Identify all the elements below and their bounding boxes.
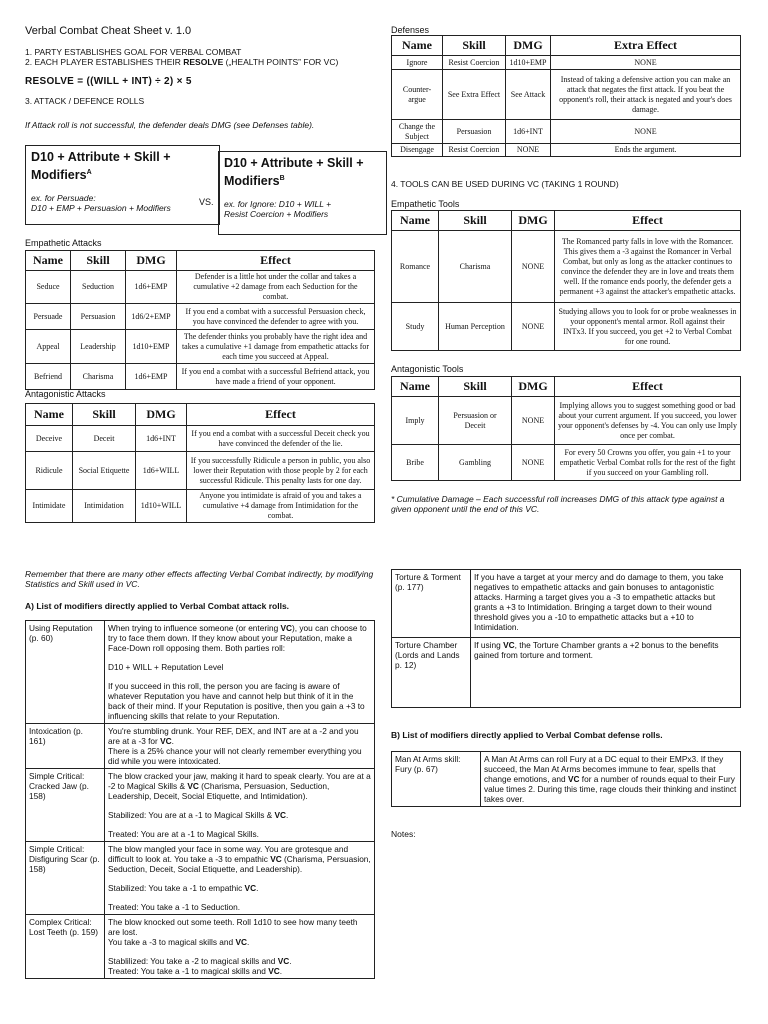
- tool-skill: Human Perception: [439, 303, 512, 351]
- table-row: [392, 303, 741, 351]
- text-span: .: [256, 883, 259, 893]
- attack-effect: If you end a combat with a successful Befriend attack, you have made a friend of your opponent.: [177, 364, 375, 390]
- modifier-name: Complex Critical: Lost Teeth (p. 159): [26, 915, 105, 979]
- antagonistic-tools-title: Antagonistic Tools: [391, 364, 464, 374]
- empathetic-tools-table: [391, 210, 741, 351]
- attack-effect: If you end a combat with a successful Deceit check you have convinced the defender of the lie.: [187, 426, 375, 452]
- tool-effect: Studying allows you to look for or probe weaknesses in your opponent's mental armor. Roll against their INTx3. If you succeed, you get +2 to Verbal Combat for one round.: [555, 303, 741, 351]
- modifier-paragraph: [108, 810, 371, 820]
- modifier-text: [481, 752, 741, 807]
- attack-skill: Intimidation: [73, 490, 136, 523]
- defense-modifiers-table: [391, 751, 741, 807]
- text-span: .: [246, 937, 250, 947]
- vc-term: VC: [160, 736, 172, 746]
- table-row: [26, 769, 375, 842]
- modifier-paragraph: The blow knocked out some teeth. Roll 1d10 to see how many teeth are lost.: [108, 917, 358, 937]
- column-header: Name: [392, 211, 439, 231]
- antagonistic-attacks-table: [25, 403, 375, 523]
- step-3: 3. ATTACK / DEFENCE ROLLS: [25, 96, 145, 106]
- defense-dmg: 1d6+INT: [506, 120, 551, 144]
- table-row: [392, 397, 741, 445]
- antagonistic-attacks-title: Antagonistic Attacks: [25, 389, 106, 399]
- intro-section: [25, 25, 375, 130]
- cumulative-footnote: * Cumulative Damage – Each successful roll increases DMG of this attack type against a given opponent until the end of this VC.: [391, 494, 725, 514]
- defense-formula-box: [218, 151, 387, 235]
- attack-name: Ridicule: [26, 452, 73, 490]
- tool-name: Romance: [392, 231, 439, 303]
- modifier-paragraph: D10 + WILL + Reputation Level: [108, 662, 224, 672]
- text-span: Stabilized: You take a -1 to empathic: [108, 883, 245, 893]
- text-span: for a number of rounds equal to their Fury value times 2. During this time, rage clouds their thinking and instinct takes over.: [484, 774, 737, 804]
- defense-name: Disengage: [392, 144, 443, 157]
- defense-formula-text: D10 + Attribute + Skill + Modifiers: [224, 156, 364, 189]
- vc-term: VC: [235, 937, 247, 947]
- text-span: (Charisma, Persuasion, Seduction, Leadership, Deceit, Social Etiquette, and Intimidation).: [108, 781, 330, 801]
- modifier-paragraph: Treated: You take a -1 to Seduction.: [108, 902, 241, 912]
- attack-skill: Deceit: [73, 426, 136, 452]
- text-span: .: [279, 966, 283, 976]
- attack-name: Deceive: [26, 426, 73, 452]
- modifier-text: If you have a target at your mercy and do damage to them, you take negatives to empathetic attacks and gain bonuses to antagonistic attacks. Harming a target gives you a -3 to empathetic attacks but grants a +3 to Intimidation. Bringing a target down to their wound threshold gives you a -10 to empathetic attacks but a +10 to Intimidation.: [471, 570, 741, 638]
- defense-formula: [224, 156, 381, 189]
- vc-term: VC: [567, 774, 580, 784]
- attack-skill: Persuasion: [71, 304, 126, 330]
- table-row: [392, 445, 741, 481]
- attack-effect: Defender is a little hot under the collar and takes a cumulative +2 damage from each Seduction for the combat.: [177, 271, 375, 304]
- table-row: [392, 56, 741, 70]
- table-header-row: [392, 211, 741, 231]
- table-header-row: [26, 251, 375, 271]
- attack-note: If Attack roll is not successful, the defender deals DMG (see Defenses table).: [25, 120, 315, 130]
- attack-effect: If you successfully Ridicule a person in public, you also lower their Reputation with those people by 2 for each successful Ridicule. This penalty lasts for one day.: [187, 452, 375, 490]
- defenses-title: Defenses: [391, 25, 430, 35]
- attack-formula-box: [25, 145, 220, 225]
- empathetic-attacks-title: Empathetic Attacks: [25, 238, 102, 248]
- defense-dmg: See Attack: [506, 70, 551, 120]
- attack-name: Appeal: [26, 330, 71, 364]
- vc-term: VC: [244, 883, 257, 893]
- table-header-row: [392, 377, 741, 397]
- modifier-name: Man At Arms skill: Fury (p. 67): [392, 752, 481, 807]
- vc-term: VC: [280, 623, 293, 633]
- column-header: Skill: [439, 377, 512, 397]
- column-header: Skill: [71, 251, 126, 271]
- table-row: [392, 144, 741, 157]
- attack-effect: The defender thinks you probably have the right idea and takes a cumulative +1 damage from empathetic attacks for each time you succeed at Appeal.: [177, 330, 375, 364]
- text-span: You're stumbling drunk. Your REF, DEX, and INT are at a -2 and you are at a -3 for: [108, 726, 359, 746]
- tool-effect: For every 50 Crowns you offer, you gain +1 to your empathetic Verbal Combat rolls for the rest of the fight if you succeed on your Gambling roll.: [555, 445, 741, 481]
- tool-dmg: NONE: [512, 445, 555, 481]
- text-span: The blow mangled your face in some way. You are grotesque and difficult to look at. You take a -3 to empathic: [108, 844, 349, 864]
- modifier-paragraph: [108, 956, 371, 966]
- tool-skill: Persuasion or Deceit: [439, 397, 512, 445]
- defense-example-text: Resist Coercion + Modifiers: [224, 209, 329, 220]
- column-header: Effect: [555, 211, 741, 231]
- attack-dmg: 1d6+EMP: [126, 271, 177, 304]
- tool-name: Study: [392, 303, 439, 351]
- attack-skill: Seduction: [71, 271, 126, 304]
- attack-effect: If you end a combat with a successful Persuasion check, you have convinced the defender to agree with you.: [177, 304, 375, 330]
- column-header: Effect: [177, 251, 375, 271]
- table-row: [392, 231, 741, 303]
- text-span: Stablilized: You take a -2 to magical skills and: [108, 956, 278, 966]
- defense-example-label: ex. for Ignore: D10 + WILL +: [224, 199, 332, 210]
- table-row: [392, 638, 741, 708]
- table-row: [26, 490, 375, 523]
- attack-dmg: 1d6/2+EMP: [126, 304, 177, 330]
- table-row: [392, 70, 741, 120]
- defense-dmg: 1d10+EMP: [506, 56, 551, 70]
- tool-dmg: NONE: [512, 397, 555, 445]
- column-header: DMG: [512, 211, 555, 231]
- tools-heading: 4. TOOLS CAN BE USED DURING VC (TAKING 1 ROUND): [391, 179, 619, 189]
- tool-dmg: NONE: [512, 231, 555, 303]
- table-header-row: [392, 36, 741, 56]
- tool-skill: Gambling: [439, 445, 512, 481]
- modifier-name: Using Reputation (p. 60): [26, 621, 105, 724]
- table-row: [26, 452, 375, 490]
- defense-example: [224, 199, 381, 219]
- table-row: [392, 752, 741, 807]
- attack-example: [31, 193, 214, 213]
- attack-formula: [31, 150, 214, 183]
- modifier-paragraph: There is a 25% chance your will not clearly remember everything you did while you were intoxicated.: [108, 746, 362, 766]
- tool-dmg: NONE: [512, 303, 555, 351]
- text-span: You take a -3 to magical skills and: [108, 937, 236, 947]
- vc-term: VC: [503, 640, 515, 650]
- defense-name: Ignore: [392, 56, 443, 70]
- table-row: [26, 330, 375, 364]
- column-header: DMG: [506, 36, 551, 56]
- step-2: [25, 57, 375, 67]
- table-row: [26, 915, 375, 979]
- attack-name: Seduce: [26, 271, 71, 304]
- table-row: [26, 304, 375, 330]
- vc-term: VC: [274, 810, 287, 820]
- column-header: Effect: [555, 377, 741, 397]
- defense-name: Change the Subject: [392, 120, 443, 144]
- list-b-heading: B) List of modifiers directly applied to Verbal Combat defense rolls.: [391, 730, 663, 740]
- text-span: ), you can choose to try to face them down. If they know about your Reputation, make a Face-Down roll opposing them. Both parties roll:: [108, 623, 367, 653]
- defenses-table: [391, 35, 741, 157]
- table-row: [26, 271, 375, 304]
- attack-formula-text: D10 + Attribute + Skill + Modifiers: [31, 150, 171, 183]
- attack-example-label: ex. for Persuade:: [31, 193, 96, 204]
- attack-name: Intimidate: [26, 490, 73, 523]
- tool-effect: The Romanced party falls in love with the Romancer. This gives them a -3 against the Romancer in Verbal Combat, but only as long as the attacker continues to convince the defender they are in love and treats them well. If the romance ends poorly, the defender gets a permanent +3 against the attacker's empathetic attacks.: [555, 231, 741, 303]
- defense-effect: NONE: [551, 120, 741, 144]
- column-header: Skill: [443, 36, 506, 56]
- modifier-paragraph: If you succeed in this roll, the person you are facing is aware of whatever Reputation you have and cannot help but think of it in the back of their mind. If your Reputation is positive, then you gain a +3 to influencing skills that relate to your Reputation.: [108, 681, 365, 721]
- text-span: .: [289, 956, 292, 966]
- text-span: , the Torture Chamber grants a +2 bonus to the benefits gained from torture and torment.: [474, 640, 719, 660]
- step-2-text: 2. EACH PLAYER ESTABLISHES THEIR: [25, 57, 184, 67]
- table-header-row: [26, 404, 375, 426]
- vs-label: VS.: [199, 197, 214, 207]
- vc-term: VC: [268, 966, 280, 976]
- modifier-name: Torture Chamber (Lords and Lands p. 12): [392, 638, 471, 708]
- column-header: Effect: [187, 404, 375, 426]
- tool-skill: Charisma: [439, 231, 512, 303]
- tool-name: Imply: [392, 397, 439, 445]
- tool-name: Bribe: [392, 445, 439, 481]
- defense-skill: Resist Coercion: [443, 56, 506, 70]
- column-header: DMG: [512, 377, 555, 397]
- text-span: When trying to influence someone (or entering: [108, 623, 281, 633]
- step-2-text-end: („HEALTH POINTS” FOR VC): [223, 57, 339, 67]
- text-span: Stabilized: You are at a -1 to Magical Skills &: [108, 810, 275, 820]
- column-header: Name: [26, 251, 71, 271]
- attack-dmg: 1d10+EMP: [126, 330, 177, 364]
- table-row: [392, 120, 741, 144]
- defense-skill: Persuasion: [443, 120, 506, 144]
- empathetic-tools-title: Empathetic Tools: [391, 199, 460, 209]
- table-row: [26, 842, 375, 915]
- defense-skill: Resist Coercion: [443, 144, 506, 157]
- attack-name: Befriend: [26, 364, 71, 390]
- modifier-paragraph: [108, 726, 371, 746]
- modifier-name: Simple Critical: Cracked Jaw (p. 158): [26, 769, 105, 842]
- tool-effect: Implying allows you to suggest something good or bad about your current argument. If you succeed, you lower your opponent's defenses by -4. You can only use Imply once per combat.: [555, 397, 741, 445]
- column-header: Name: [392, 36, 443, 56]
- step-1: 1. PARTY ESTABLISHES GOAL FOR VERBAL COMBAT: [25, 47, 242, 57]
- torture-modifiers-table: [391, 569, 741, 708]
- modifier-paragraph: [108, 966, 371, 976]
- vc-term: VC: [187, 781, 199, 791]
- defense-effect: Instead of taking a defensive action you can make an attack that negates the first attack. If you beat the opponent's roll, their attack is negated and your's does damage.: [551, 70, 741, 120]
- attack-example-text: D10 + EMP + Persuasion + Modifiers: [31, 203, 171, 214]
- column-header: Extra Effect: [551, 36, 741, 56]
- text-span: If using: [474, 640, 504, 650]
- attack-modifiers-table: [25, 620, 375, 979]
- modifier-name: Simple Critical: Disfiguring Scar (p. 158): [26, 842, 105, 915]
- modifier-name: Intoxication (p. 161): [26, 724, 105, 769]
- modifier-text: [471, 638, 741, 708]
- modifier-text: [105, 842, 375, 915]
- defense-dmg: NONE: [506, 144, 551, 157]
- attack-name: Persuade: [26, 304, 71, 330]
- modifier-text: [105, 915, 375, 979]
- table-row: [26, 621, 375, 724]
- defense-effect: Ends the argument.: [551, 144, 741, 157]
- antagonistic-tools-table: [391, 376, 741, 481]
- modifier-name: Torture & Torment (p. 177): [392, 570, 471, 638]
- table-row: [392, 570, 741, 638]
- attack-formula-sup: A: [86, 169, 92, 176]
- column-header: Name: [392, 377, 439, 397]
- text-span: .: [171, 736, 174, 746]
- column-header: Skill: [439, 211, 512, 231]
- column-header: Skill: [73, 404, 136, 426]
- sheet-title: Verbal Combat Cheat Sheet v. 1.0: [25, 25, 192, 37]
- modifier-paragraph: [108, 883, 371, 893]
- table-row: [26, 724, 375, 769]
- column-header: Name: [26, 404, 73, 426]
- column-header: DMG: [136, 404, 187, 426]
- attack-effect: Anyone you intimidate is afraid of you and takes a cumulative +4 damage from Intimidation for the combat.: [187, 490, 375, 523]
- modifier-paragraph: [108, 771, 371, 801]
- text-span: Treated: You take a -1 to magical skills and: [108, 966, 269, 976]
- table-row: [26, 364, 375, 390]
- defense-formula-sup: B: [279, 175, 285, 182]
- defense-skill: See Extra Effect: [443, 70, 506, 120]
- text-span: A Man At Arms can roll Fury at a DC equal to their EMPx3. If they succeed, the Man At Arms becomes immune to fear, spells that change emotions, and: [484, 754, 724, 784]
- defense-effect: NONE: [551, 56, 741, 70]
- step-2-resolve: RESOLVE: [183, 57, 224, 67]
- defense-name: Counter-argue: [392, 70, 443, 120]
- modifier-paragraph: [108, 844, 371, 874]
- modifier-text: [105, 724, 375, 769]
- vc-term: VC: [277, 956, 290, 966]
- attack-skill: Social Etiquette: [73, 452, 136, 490]
- text-span: .: [286, 810, 289, 820]
- column-header: DMG: [126, 251, 177, 271]
- attack-dmg: 1d6+INT: [136, 426, 187, 452]
- attack-dmg: 1d10+WILL: [136, 490, 187, 523]
- attack-skill: Leadership: [71, 330, 126, 364]
- modifier-text: [105, 769, 375, 842]
- list-a-heading: A) List of modifiers directly applied to Verbal Combat attack rolls.: [25, 601, 290, 611]
- modifier-paragraph: Treated: You are at a -1 to Magical Skills.: [108, 829, 259, 839]
- resolve-formula: RESOLVE = ((WILL + INT) ÷ 2) × 5: [25, 76, 192, 87]
- attack-skill: Charisma: [71, 364, 126, 390]
- modifier-paragraph: [108, 623, 371, 653]
- attack-dmg: 1d6+WILL: [136, 452, 187, 490]
- empathetic-attacks-table: [25, 250, 375, 390]
- text-span: The blow cracked your jaw, making it hard to speak clearly. You are at a -2 to Magical Skills &: [108, 771, 371, 791]
- remember-note: Remember that there are many other effects affecting Verbal Combat indirectly, by modifying Statistics and Skill used in VC.: [25, 569, 374, 589]
- table-row: [26, 426, 375, 452]
- notes-label: Notes:: [391, 829, 416, 839]
- modifier-text: [105, 621, 375, 724]
- vc-term: VC: [270, 854, 282, 864]
- modifier-paragraph: [108, 937, 371, 947]
- attack-dmg: 1d6+EMP: [126, 364, 177, 390]
- text-span: (Charisma, Persuasion, Seduction, Deceit, Social Etiquette, and Leadership).: [108, 854, 371, 874]
